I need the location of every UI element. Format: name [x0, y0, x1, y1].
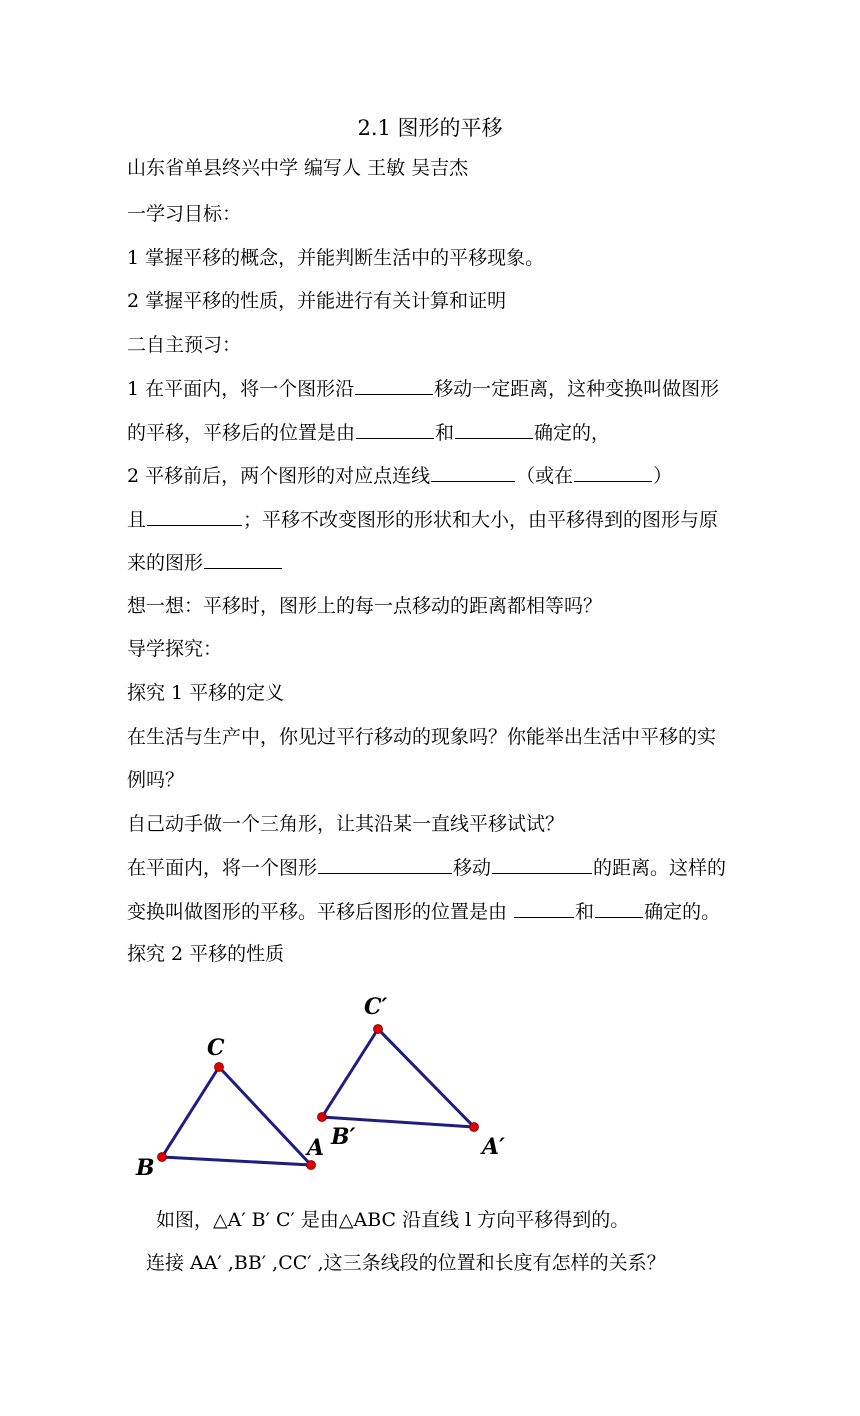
- think-question: 想一想：平移时，图形上的每一点移动的距离都相等吗？: [127, 595, 603, 617]
- goal-item-1: 1 掌握平移的概念，并能判断生活中的平移现象。: [127, 247, 545, 269]
- text-segment: 和: [575, 901, 595, 923]
- text-segment: 的平移，平移后的位置是由: [127, 422, 356, 444]
- explore-2-title: 探究 2 平移的性质: [127, 943, 285, 965]
- triangle-abc: [162, 1067, 311, 1165]
- goal-item-2: 2 掌握平移的性质，并能进行有关计算和证明: [127, 290, 507, 312]
- text-segment: 移动一定距离，这种变换叫做图形: [434, 378, 720, 400]
- label-a: A: [307, 1135, 325, 1161]
- text-segment: 来的图形: [127, 552, 204, 574]
- point-b-prime: [318, 1113, 327, 1122]
- explore-1-title: 探究 1 平移的定义: [127, 682, 285, 704]
- point-c: [215, 1063, 224, 1072]
- explore-1-question-1-line-1: 在生活与生产中，你见过平行移动的现象吗？你能举出生活中平移的实: [127, 726, 717, 748]
- section-heading-explore: 导学探究：: [127, 638, 223, 660]
- text-segment: 变换叫做图形的平移。平移后图形的位置是由: [127, 901, 514, 923]
- text-segment: 确定的，: [534, 422, 611, 444]
- point-b: [158, 1153, 167, 1162]
- text-segment: 移动: [453, 857, 492, 879]
- point-a-prime: [470, 1123, 479, 1132]
- point-c-prime: [374, 1025, 383, 1034]
- explore-1-question-2: 自己动手做一个三角形，让其沿某一直线平移试试？: [127, 813, 565, 835]
- text-segment: 和: [435, 422, 455, 444]
- figure-question: 连接 AA′ ,BB′ ,CC′ ,这三条线段的位置和长度有怎样的关系？: [146, 1252, 666, 1274]
- explore-1-question-1-line-2: 例吗？: [127, 769, 185, 791]
- text-segment: 2 平移前后，两个图形的对应点连线: [127, 465, 431, 487]
- text-segment: ；平移不改变图形的形状和大小，由平移得到的图形与原: [243, 509, 719, 531]
- text-segment: ）: [653, 465, 673, 487]
- text-segment: 且: [127, 509, 147, 531]
- point-a: [307, 1161, 316, 1170]
- text-segment: （或在: [516, 465, 574, 487]
- section-heading-goals: 一学习目标：: [127, 203, 242, 225]
- label-c-prime: C′: [364, 994, 388, 1020]
- page-title: 2.1 图形的平移: [357, 116, 503, 140]
- label-b: B: [136, 1155, 155, 1181]
- text-segment: 的距离。这样的: [593, 857, 727, 879]
- label-b-prime: B′: [331, 1124, 356, 1150]
- text-segment: 确定的。: [644, 901, 721, 923]
- text-segment: 在平面内，将一个图形: [127, 857, 318, 879]
- label-c: C: [207, 1035, 225, 1061]
- author-line: 山东省单县终兴中学 编写人 王敏 吴吉杰: [127, 157, 469, 179]
- section-heading-preview: 二自主预习：: [127, 334, 242, 356]
- label-a-prime: A′: [482, 1134, 505, 1160]
- triangle-a2b2c2: [322, 1029, 474, 1127]
- text-segment: 1 在平面内，将一个图形沿: [127, 378, 355, 400]
- figure-caption: 如图，△A′ B′ C′ 是由△ABC 沿直线 l 方向平移得到的。: [156, 1209, 630, 1231]
